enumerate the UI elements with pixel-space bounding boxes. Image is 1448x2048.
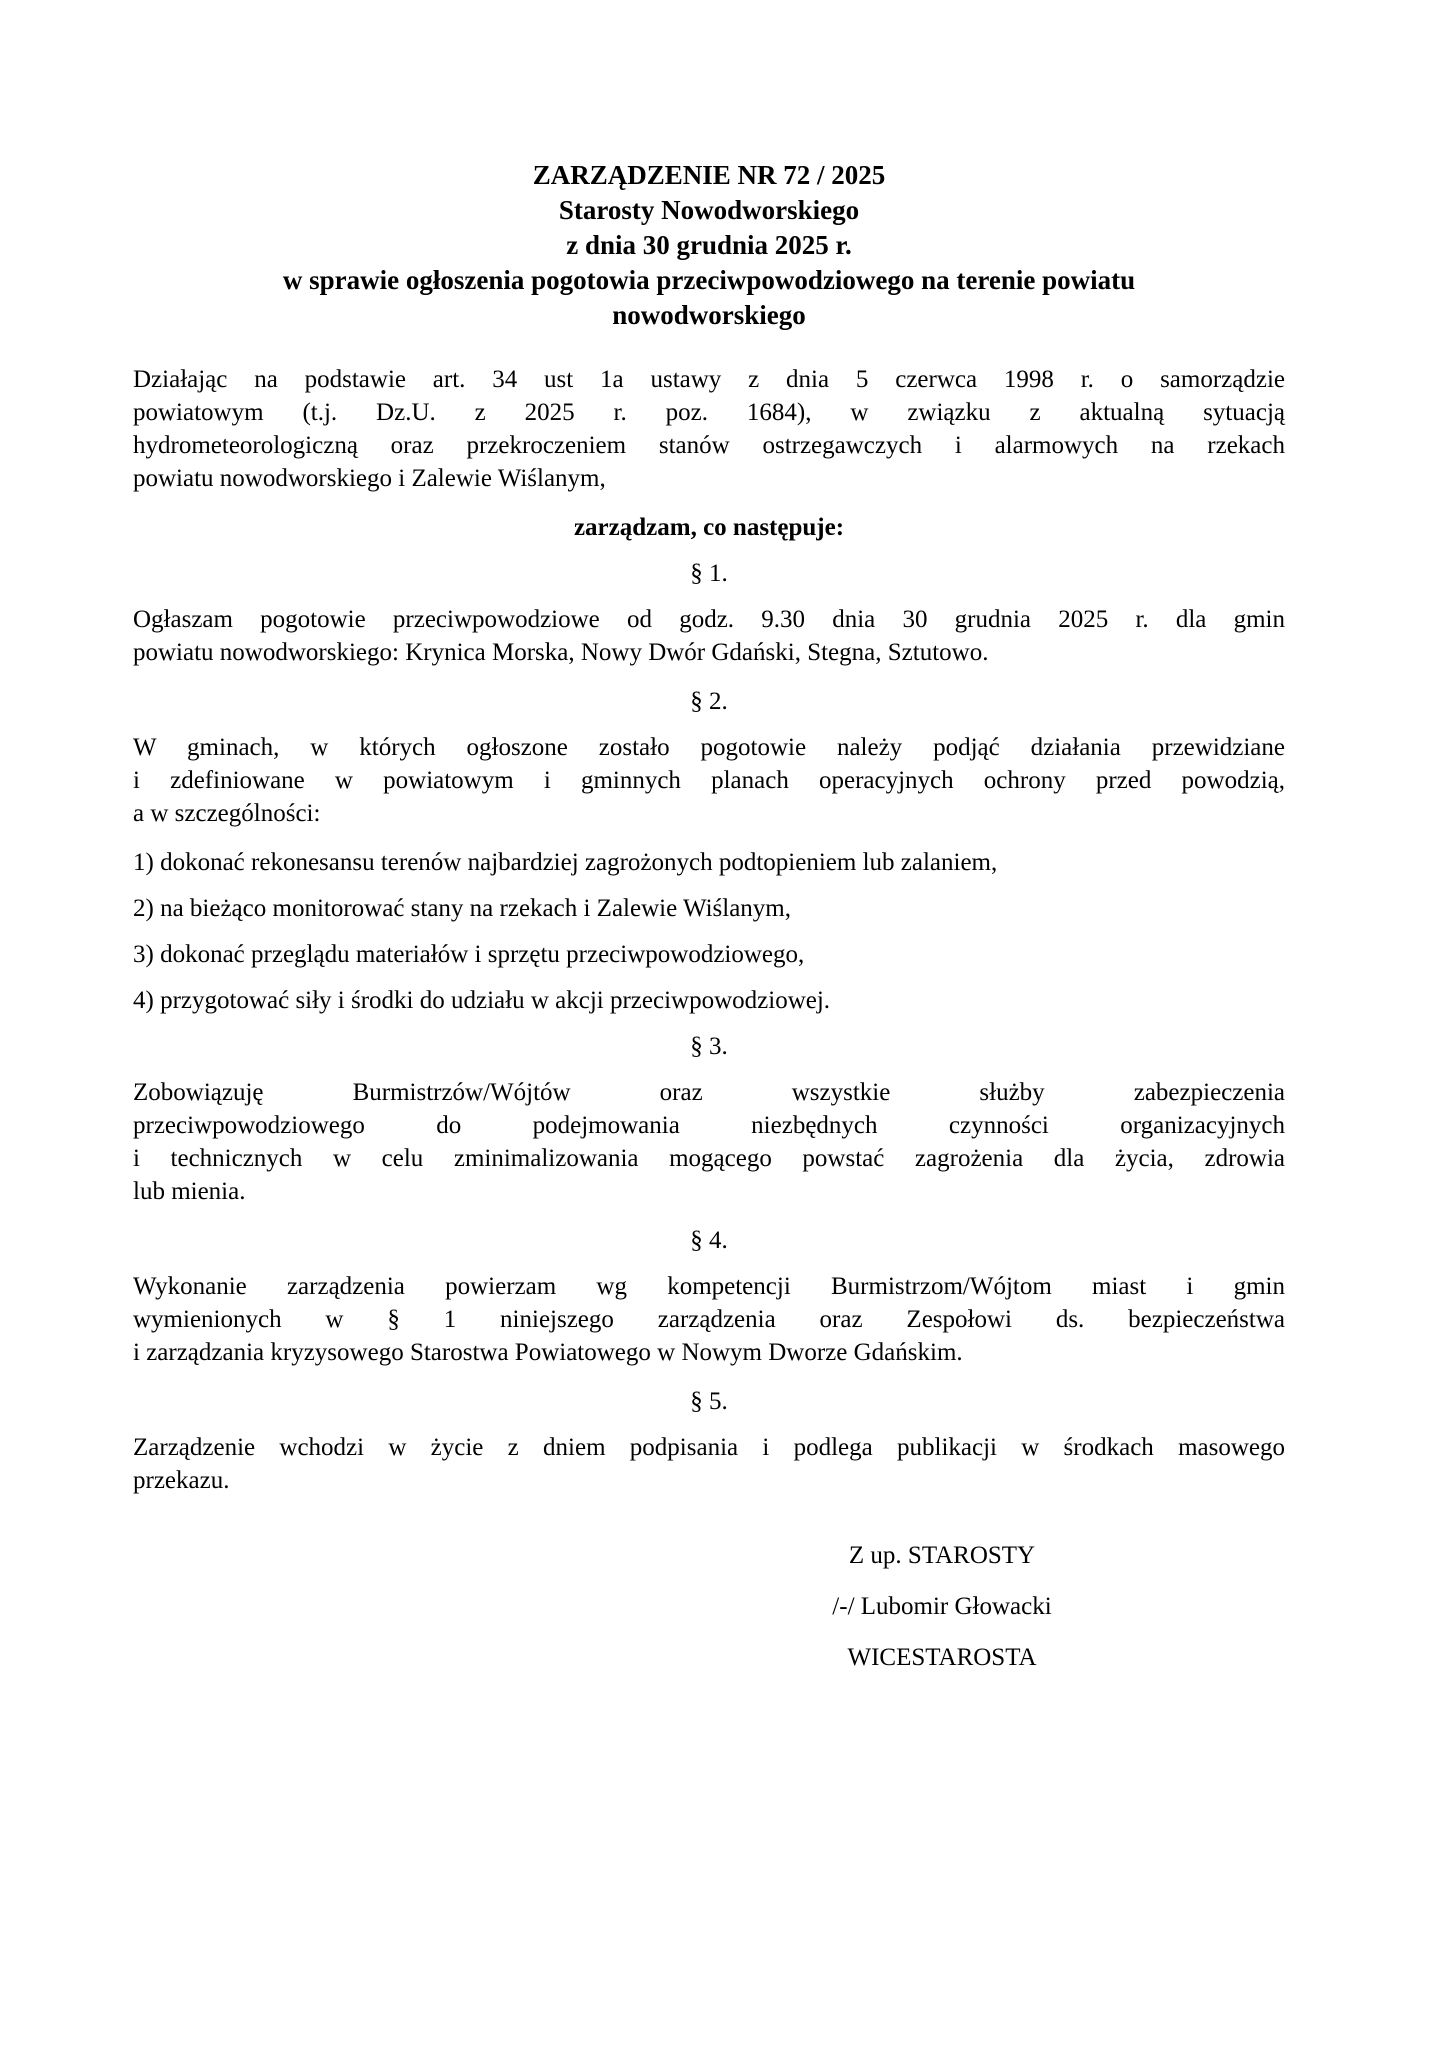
section-mark-5: § 5. <box>690 1388 728 1415</box>
section-4-paragraph <box>133 1270 1285 1369</box>
paragraph-line: i zarządzania kryzysowego Starostwa Powiatowego w Nowym Dworze Gdańskim. <box>133 1339 963 1366</box>
paragraph-line: lub mienia. <box>133 1178 246 1205</box>
paragraph-line: Wykonanie zarządzenia powierzam wg kompetencji Burmistrzom/Wójtom miast i gmin <box>133 1273 1285 1300</box>
document-title-line: nowodworskiego <box>612 300 806 330</box>
section-2-list <box>133 846 1285 1017</box>
list-item: 4) przygotować siły i środki do udziału w akcji przeciwpowodziowej. <box>133 987 831 1014</box>
signature-block <box>757 1539 1127 1674</box>
document-title-line: w sprawie ogłoszenia pogotowia przeciwpowodziowego na terenie powiatu <box>282 265 1136 295</box>
signature-line: Z up. STAROSTY <box>848 1542 1036 1569</box>
section-mark-3: § 3. <box>690 1033 728 1060</box>
paragraph-line: W gminach, w których ogłoszone zostało pogotowie należy podjąć działania przewidziane <box>133 734 1285 761</box>
section-mark-1: § 1. <box>690 560 728 587</box>
paragraph-line: powiatu nowodworskiego: Krynica Morska, Nowy Dwór Gdański, Stegna, Sztutowo. <box>133 639 989 666</box>
list-item: 1) dokonać rekonesansu terenów najbardziej zagrożonych podtopieniem lub zalaniem, <box>133 849 998 876</box>
paragraph-line: Działając na podstawie art. 34 ust 1a ustawy z dnia 5 czerwca 1998 r. o samorządzie <box>133 366 1285 393</box>
signature-line: /-/ Lubomir Głowacki <box>832 1593 1052 1620</box>
section-1-paragraph <box>133 603 1285 669</box>
list-item: 2) na bieżąco monitorować stany na rzekach i Zalewie Wiślanym, <box>133 895 791 922</box>
decree-statement: zarządzam, co następuje: <box>573 514 845 541</box>
section-mark-4: § 4. <box>690 1227 728 1254</box>
section-3-paragraph <box>133 1076 1285 1208</box>
intro-paragraph <box>133 363 1285 495</box>
document-content <box>133 158 1285 1692</box>
paragraph-line: hydrometeorologiczną oraz przekroczeniem stanów ostrzegawczych i alarmowych na rzekach <box>133 432 1285 459</box>
paragraph-line: Zarządzenie wchodzi w życie z dniem podpisania i podlega publikacji w środkach masowego <box>133 1434 1285 1461</box>
paragraph-line: powiatu nowodworskiego i Zalewie Wiślanym, <box>133 465 606 492</box>
document-title-line: ZARZĄDZENIE NR 72 / 2025 <box>532 160 886 190</box>
document-title-line: Starosty Nowodworskiego <box>558 195 860 225</box>
section-5-paragraph <box>133 1431 1285 1497</box>
list-item: 3) dokonać przeglądu materiałów i sprzętu przeciwpowodziowego, <box>133 941 805 968</box>
paragraph-line: Ogłaszam pogotowie przeciwpowodziowe od godz. 9.30 dnia 30 grudnia 2025 r. dla gmin <box>133 606 1285 633</box>
paragraph-line: wymienionych w § 1 niniejszego zarządzenia oraz Zespołowi ds. bezpieczeństwa <box>133 1306 1285 1333</box>
paragraph-line: a w szczególności: <box>133 800 321 827</box>
section-mark-2: § 2. <box>690 688 728 715</box>
document-title-line: z dnia 30 grudnia 2025 r. <box>566 230 852 260</box>
paragraph-line: i technicznych w celu zminimalizowania mogącego powstać zagrożenia dla życia, zdrowia <box>133 1145 1285 1172</box>
section-2-paragraph <box>133 731 1285 830</box>
paragraph-line: Zobowiązuję Burmistrzów/Wójtów oraz wszystkie służby zabezpieczenia <box>133 1079 1285 1106</box>
paragraph-line: i zdefiniowane w powiatowym i gminnych planach operacyjnych ochrony przed powodzią, <box>133 767 1285 794</box>
paragraph-line: powiatowym (t.j. Dz.U. z 2025 r. poz. 1684), w związku z aktualną sytuacją <box>133 399 1285 426</box>
document-title <box>133 158 1285 333</box>
paragraph-line: przekazu. <box>133 1467 230 1494</box>
signature-line: WICESTAROSTA <box>847 1644 1037 1671</box>
paragraph-line: przeciwpowodziowego do podejmowania niezbędnych czynności organizacyjnych <box>133 1112 1285 1139</box>
